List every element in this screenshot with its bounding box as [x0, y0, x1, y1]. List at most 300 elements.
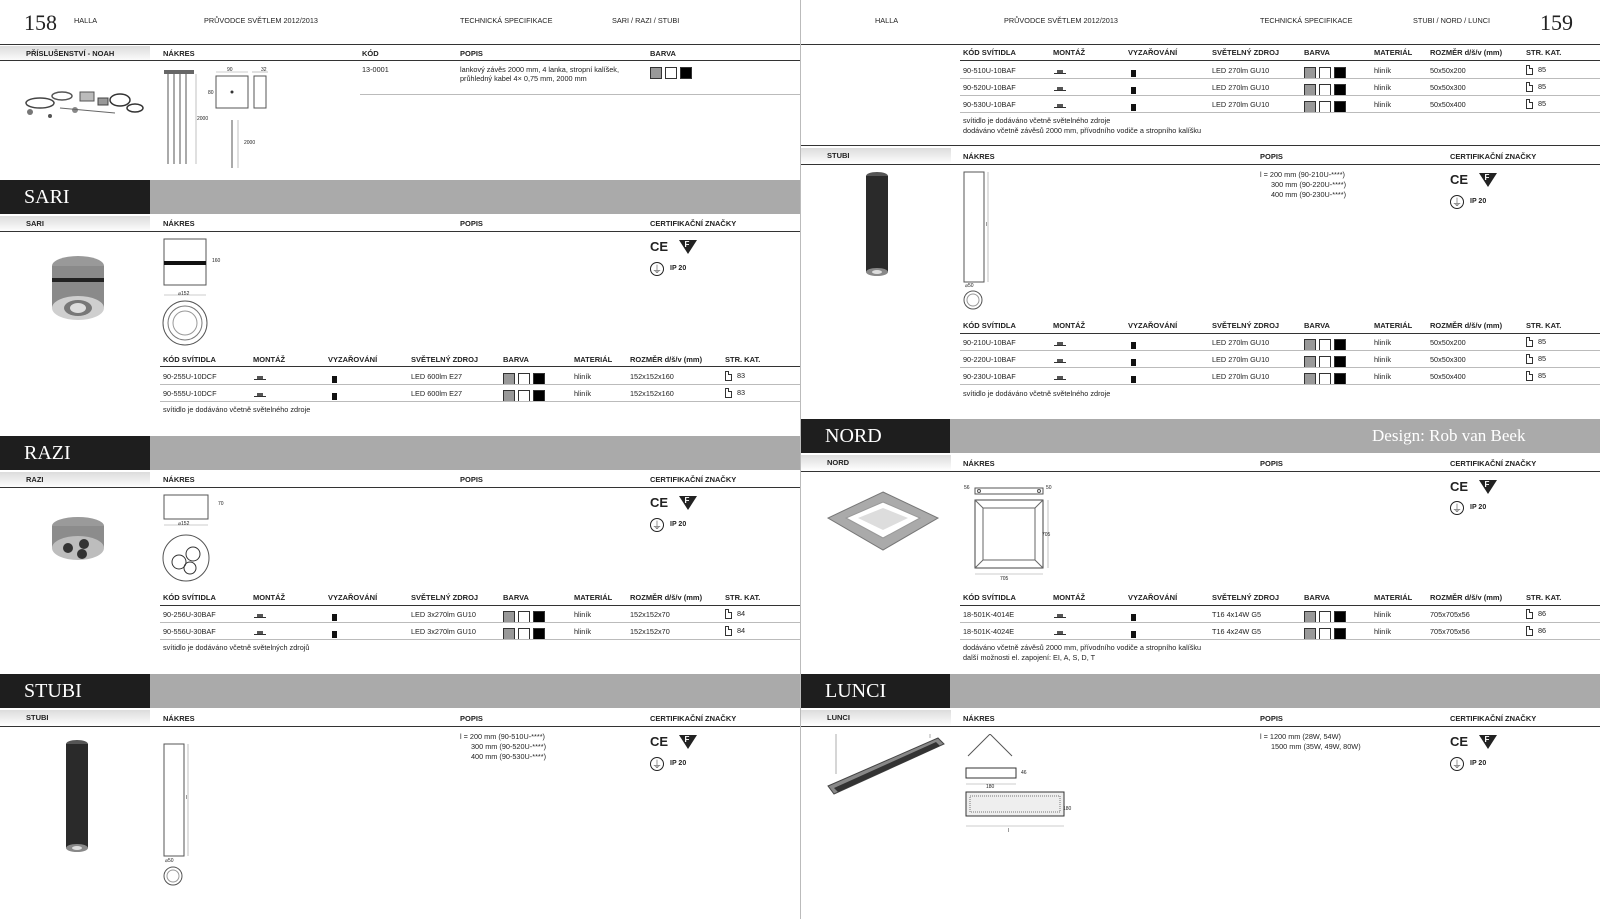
accessory-col-barva: BARVA: [650, 49, 676, 58]
row-size: 705x705x56: [1430, 610, 1470, 619]
nord-note-1: dodáváno včetně závěsů 2000 mm, přívodního vodiče a stropního kalíšku: [963, 643, 1202, 652]
razi-product-image: [44, 516, 114, 576]
nord-th-beam: VYZAŘOVÁNÍ: [1128, 593, 1178, 602]
row-size: 50x50x200: [1430, 338, 1466, 347]
sari-ip-rating: ⏚IP 20: [650, 260, 686, 278]
sari-note: svítidlo je dodáváno včetně světelného zdroje: [163, 405, 311, 414]
stubi-cont-rule: [960, 60, 1600, 61]
row-source: LED 3x270lm GU10: [411, 627, 476, 636]
stubi-band-title: STUBI: [0, 674, 150, 708]
row-material: hliník: [574, 610, 592, 619]
accessory-col-popis: POPIS: [460, 49, 483, 58]
row-page: 83: [725, 371, 745, 381]
sari-th-size: ROZMĚR d/š/v (mm): [630, 355, 703, 364]
razi-dim-h: 70: [218, 501, 224, 507]
stubi2-th-code: KÓD SVÍTIDLA: [963, 321, 1016, 330]
stubi-band: [150, 674, 800, 708]
row-material: hliník: [1374, 355, 1392, 364]
stubi2-sub-title: STUBI: [801, 148, 951, 164]
row-material: hliník: [1374, 338, 1392, 347]
row-page: 84: [725, 626, 745, 636]
razi-col-cert: CERTIFIKAČNÍ ZNAČKY: [650, 475, 737, 484]
accessory-desc-1: lankový závěs 2000 mm, 4 lanka, stropní kalíšek,: [460, 65, 619, 74]
sari-th-source: SVĚTELNÝ ZDROJ: [411, 355, 479, 364]
f-mark-icon: F: [1479, 735, 1497, 749]
earth-icon: [650, 757, 664, 771]
row-divider: [160, 384, 800, 385]
nord-col-cert: CERTIFIKAČNÍ ZNAČKY: [1450, 459, 1537, 468]
header-guide-right: PRŮVODCE SVĚTLEM 2012/2013: [1004, 16, 1118, 25]
right-page-number: 159: [1540, 10, 1573, 35]
header-guide: PRŮVODCE SVĚTLEM 2012/2013: [204, 16, 318, 25]
nord-dim-50: 50: [1046, 485, 1052, 491]
stubi2-top-rule: [801, 145, 1600, 146]
lunci-popis-1: l = 1200 mm (28W, 54W): [1260, 732, 1341, 741]
stubi-cert-marks: [650, 733, 697, 751]
nord-dim-56: 56: [964, 485, 970, 491]
pendant-mount-icon: [1054, 99, 1066, 117]
stubi2-product-image: [862, 170, 892, 282]
row-divider: [160, 401, 800, 402]
sari-drawing: [160, 236, 230, 346]
ce-mark-icon: CE: [1450, 172, 1469, 187]
nord-sub-title: NORD: [801, 455, 951, 471]
stubi-product-image: [62, 738, 92, 858]
document-icon: [725, 388, 732, 398]
row-material: hliník: [1374, 627, 1392, 636]
sari-th-beam: VYZAŘOVÁNÍ: [328, 355, 378, 364]
sari-th-color: BARVA: [503, 355, 529, 364]
beam-icon: [1131, 337, 1136, 355]
sari-col-cert: CERTIFIKAČNÍ ZNAČKY: [650, 219, 737, 228]
stubi-popis-2: 300 mm (90-520U-****): [471, 742, 547, 751]
row-code: 90-230U-10BAF: [963, 372, 1016, 381]
lunci-col-nakres: NÁKRES: [963, 714, 995, 723]
row-page: 85: [1526, 371, 1546, 381]
document-icon: [1526, 82, 1533, 92]
nord-header-rule: [801, 471, 1600, 472]
row-colors: [1304, 625, 1349, 643]
sari-cert-marks: [650, 238, 697, 256]
sari-dim-d: ⌀152: [178, 291, 190, 297]
row-material: hliník: [574, 372, 592, 381]
nord-th-code: KÓD SVÍTIDLA: [963, 593, 1016, 602]
row-page: 83: [725, 388, 745, 398]
razi-dim-d: ⌀152: [178, 521, 190, 527]
row-divider: [960, 367, 1600, 368]
row-size: 152x152x70: [630, 610, 670, 619]
stubi-popis-1: l = 200 mm (90-510U-****): [460, 732, 545, 741]
stubi2-popis-1: l = 200 mm (90-210U-****): [1260, 170, 1345, 179]
pendant-mount-icon: [1054, 82, 1066, 100]
row-source: LED 3x270lm GU10: [411, 610, 476, 619]
header-rule-right: [801, 44, 1600, 45]
row-colors: [1304, 336, 1349, 354]
stubi2-drawing: [960, 170, 1000, 312]
f-mark-icon: F: [679, 496, 697, 510]
header-tech-spec-right: TECHNICKÁ SPECIFIKACE: [1260, 16, 1353, 25]
document-icon: [725, 609, 732, 619]
row-code: 90-556U-30BAF: [163, 627, 216, 636]
razi-th-beam: VYZAŘOVÁNÍ: [328, 593, 378, 602]
swatch-black: [680, 67, 692, 79]
header-rule: [0, 44, 800, 45]
accessory-dim-90: 90: [227, 67, 233, 73]
stubi2-cert-marks: [1450, 171, 1497, 189]
sari-th-mount: MONTÁŽ: [253, 355, 286, 364]
stubi-popis-3: 400 mm (90-530U-****): [471, 752, 547, 761]
document-icon: [1526, 99, 1533, 109]
row-code: 90-210U-10BAF: [963, 338, 1016, 347]
nord-ip-rating: ⏚IP 20: [1450, 499, 1486, 517]
razi-header-rule: [0, 487, 800, 488]
document-icon: [725, 626, 732, 636]
pendant-mount-icon: [254, 388, 266, 406]
lunci-dim-46: 46: [1021, 770, 1027, 776]
row-size: 152x152x70: [630, 627, 670, 636]
sari-band-title: SARI: [0, 180, 150, 214]
stubi2-th-source: SVĚTELNÝ ZDROJ: [1212, 321, 1280, 330]
nord-cert-marks: [1450, 478, 1497, 496]
stubi-cont-th-beam: VYZAŘOVÁNÍ: [1128, 48, 1178, 57]
ceiling-mount-icon: [1054, 354, 1066, 372]
lunci-cert-marks: [1450, 733, 1497, 751]
row-divider: [960, 622, 1600, 623]
stubi-cont-th-size: ROZMĚR d/š/v (mm): [1430, 48, 1503, 57]
row-page: 84: [725, 609, 745, 619]
nord-th-size: ROZMĚR d/š/v (mm): [1430, 593, 1503, 602]
stubi2-col-cert: CERTIFIKAČNÍ ZNAČKY: [1450, 152, 1537, 161]
nord-th-mount: MONTÁŽ: [1053, 593, 1086, 602]
stubi-cont-th-code: KÓD SVÍTIDLA: [963, 48, 1016, 57]
razi-sub-title: RAZI: [0, 472, 150, 488]
nord-note-2: další možnosti el. zapojení: EI, A, S, D, T: [963, 653, 1096, 662]
lunci-band: [950, 674, 1600, 708]
accessory-row-rule: [360, 94, 800, 95]
sari-th-page: STR. KAT.: [725, 355, 761, 364]
stubi2-dim-l: l: [986, 222, 988, 228]
accessory-dim-2000a: 2000: [197, 116, 209, 122]
row-size: 50x50x300: [1430, 355, 1466, 364]
pendant-mount-icon: [1054, 609, 1066, 627]
razi-band: [150, 436, 800, 470]
row-colors: [503, 387, 548, 405]
nord-design-credit: Design: Rob van Beek: [1372, 426, 1526, 445]
razi-th-source: SVĚTELNÝ ZDROJ: [411, 593, 479, 602]
lunci-col-popis: POPIS: [1260, 714, 1283, 723]
row-source: T16 4x14W G5: [1212, 610, 1262, 619]
row-material: hliník: [574, 389, 592, 398]
pendant-mount-icon: [254, 626, 266, 644]
stubi-col-cert: CERTIFIKAČNÍ ZNAČKY: [650, 714, 737, 723]
sari-th-code: KÓD SVÍTIDLA: [163, 355, 216, 364]
row-colors: [503, 370, 548, 388]
sari-col-popis: POPIS: [460, 219, 483, 228]
document-icon: [1526, 337, 1533, 347]
row-source: LED 270lm GU10: [1212, 338, 1270, 347]
swatch-white: [665, 67, 677, 79]
header-brand: HALLA: [74, 16, 98, 25]
lunci-dim-180a: 180: [986, 784, 995, 790]
stubi2-dim-d: ⌀50: [965, 283, 974, 289]
ce-mark-icon: CE: [1450, 734, 1469, 749]
row-page: 85: [1526, 99, 1546, 109]
row-code: 18-501K-4014E: [963, 610, 1015, 619]
razi-cert-marks: [650, 494, 697, 512]
stubi-drawing: [160, 742, 200, 888]
razi-ip-rating: ⏚IP 20: [650, 516, 686, 534]
beam-icon: [1131, 609, 1136, 627]
razi-th-mount: MONTÁŽ: [253, 593, 286, 602]
row-code: 90-510U-10BAF: [963, 66, 1016, 75]
ce-mark-icon: CE: [650, 495, 669, 510]
sari-sub-title: SARI: [0, 216, 150, 232]
pendant-mount-icon: [1054, 65, 1066, 83]
header-tech-spec: TECHNICKÁ SPECIFIKACE: [460, 16, 553, 25]
razi-col-popis: POPIS: [460, 475, 483, 484]
lunci-header-rule: [801, 726, 1600, 727]
row-page: 86: [1526, 626, 1546, 636]
sari-col-nakres: NÁKRES: [163, 219, 195, 228]
razi-band-title: RAZI: [0, 436, 150, 470]
stubi-cont-th-color: BARVA: [1304, 48, 1330, 57]
stubi-col-popis: POPIS: [460, 714, 483, 723]
sari-product-image: [40, 252, 116, 332]
earth-icon: [650, 518, 664, 532]
stubi-ip-rating: ⏚IP 20: [650, 755, 686, 773]
row-colors: [1304, 370, 1349, 388]
row-colors: [503, 625, 548, 643]
row-page: 86: [1526, 609, 1546, 619]
stubi-cont-th-page: STR. KAT.: [1526, 48, 1562, 57]
row-source: LED 270lm GU10: [1212, 100, 1270, 109]
row-source: LED 270lm GU10: [1212, 66, 1270, 75]
header-products: SARI / RAZI / STUBI: [612, 16, 680, 25]
lunci-dim-l: l: [1008, 828, 1010, 834]
stubi2-col-popis: POPIS: [1260, 152, 1283, 161]
ce-mark-icon: CE: [650, 734, 669, 749]
stubi-col-nakres: NÁKRES: [163, 714, 195, 723]
sari-header-rule: [0, 231, 800, 232]
razi-col-nakres: NÁKRES: [163, 475, 195, 484]
beam-icon: [1131, 65, 1136, 83]
row-divider: [160, 639, 800, 640]
razi-th-material: MATERIÁL: [574, 593, 613, 602]
accessory-title: PŘÍSLUŠENSTVÍ - NOAH: [0, 46, 150, 62]
stubi2-th-size: ROZMĚR d/š/v (mm): [1430, 321, 1503, 330]
row-size: 50x50x200: [1430, 66, 1466, 75]
accessory-header-rule: [0, 60, 800, 61]
row-colors: [1304, 353, 1349, 371]
stubi2-popis-3: 400 mm (90-230U-****): [1271, 190, 1347, 199]
stubi2-note: svítidlo je dodáváno včetně světelného zdroje: [963, 389, 1111, 398]
row-divider: [160, 622, 800, 623]
lunci-band-title: LUNCI: [801, 674, 950, 708]
sari-th-material: MATERIÁL: [574, 355, 613, 364]
ceiling-mount-icon: [1054, 337, 1066, 355]
ce-mark-icon: CE: [1450, 479, 1469, 494]
swatch-grey: [650, 67, 662, 79]
sari-dim-h: 160: [212, 258, 221, 264]
stubi-cont-th-mount: MONTÁŽ: [1053, 48, 1086, 57]
row-divider: [960, 350, 1600, 351]
document-icon: [1526, 65, 1533, 75]
ceiling-mount-icon: [1054, 371, 1066, 389]
row-material: hliník: [1374, 100, 1392, 109]
f-mark-icon: F: [1479, 173, 1497, 187]
earth-icon: [650, 262, 664, 276]
accessory-dim-32: 32: [261, 67, 267, 73]
nord-col-popis: POPIS: [1260, 459, 1283, 468]
earth-icon: [1450, 757, 1464, 771]
row-colors: [1304, 98, 1349, 116]
nord-dim-705b: 705: [1000, 576, 1009, 582]
nord-th-page: STR. KAT.: [1526, 593, 1562, 602]
row-divider: [960, 95, 1600, 96]
ce-mark-icon: CE: [650, 239, 669, 254]
stubi-cont-note-2: dodáváno včetně závěsů 2000 mm, přívodního vodiče a stropního kalíšku: [963, 126, 1202, 135]
razi-th-size: ROZMĚR d/š/v (mm): [630, 593, 703, 602]
f-mark-icon: F: [679, 240, 697, 254]
row-code: 90-255U-10DCF: [163, 372, 217, 381]
stubi-sub-title: STUBI: [0, 710, 150, 726]
razi-th-code: KÓD SVÍTIDLA: [163, 593, 216, 602]
document-icon: [725, 371, 732, 381]
row-size: 50x50x400: [1430, 100, 1466, 109]
stubi2-ip-rating: ⏚IP 20: [1450, 193, 1486, 211]
row-colors: [1304, 608, 1349, 626]
ceiling-mount-icon: [254, 609, 266, 627]
row-code: 90-256U-30BAF: [163, 610, 216, 619]
accessory-color-swatches: [650, 64, 695, 82]
stubi-cont-note-1: svítidlo je dodáváno včetně světelného zdroje: [963, 116, 1111, 125]
row-code: 18-501K-4024E: [963, 627, 1015, 636]
row-source: LED 270lm GU10: [1212, 355, 1270, 364]
row-code: 90-555U-10DCF: [163, 389, 217, 398]
document-icon: [1526, 609, 1533, 619]
left-page-number: 158: [24, 10, 57, 35]
row-page: 85: [1526, 65, 1546, 75]
stubi2-popis-2: 300 mm (90-220U-****): [1271, 180, 1347, 189]
row-material: hliník: [1374, 372, 1392, 381]
lunci-dim-180b: 180: [1063, 806, 1072, 812]
header-products-right: STUBI / NORD / LUNCI: [1413, 16, 1491, 25]
lunci-popis-2: 1500 mm (35W, 49W, 80W): [1271, 742, 1361, 751]
row-source: T16 4x24W G5: [1212, 627, 1262, 636]
stubi2-th-page: STR. KAT.: [1526, 321, 1562, 330]
stubi-header-rule: [0, 726, 800, 727]
stubi2-header-rule: [801, 164, 1600, 165]
row-size: 705x705x56: [1430, 627, 1470, 636]
pendant-mount-icon: [1054, 626, 1066, 644]
f-mark-icon: F: [679, 735, 697, 749]
nord-product-image: [826, 488, 940, 558]
earth-icon: [1450, 501, 1464, 515]
razi-drawing: [160, 492, 220, 586]
row-colors: [503, 608, 548, 626]
row-divider: [960, 384, 1600, 385]
razi-th-color: BARVA: [503, 593, 529, 602]
accessory-kit-image: [20, 78, 150, 128]
beam-icon: [332, 609, 337, 627]
lunci-col-cert: CERTIFIKAČNÍ ZNAČKY: [1450, 714, 1537, 723]
row-colors: [1304, 64, 1349, 82]
lunci-sub-title: LUNCI: [801, 710, 951, 726]
row-code: 90-530U-10BAF: [963, 100, 1016, 109]
accessory-dim-2000b: 2000: [244, 140, 256, 146]
sari-band: [150, 180, 800, 214]
document-icon: [1526, 354, 1533, 364]
ceiling-mount-icon: [254, 371, 266, 389]
beam-icon: [332, 388, 337, 406]
razi-table-rule: [160, 605, 800, 606]
header-brand-right: HALLA: [875, 16, 899, 25]
accessory-code: 13-0001: [362, 65, 389, 74]
row-page: 85: [1526, 82, 1546, 92]
nord-th-source: SVĚTELNÝ ZDROJ: [1212, 593, 1280, 602]
stubi-cont-th-material: MATERIÁL: [1374, 48, 1413, 57]
row-material: hliník: [574, 627, 592, 636]
lunci-drawing: [960, 734, 1080, 838]
nord-th-material: MATERIÁL: [1374, 593, 1413, 602]
row-source: LED 600lm E27: [411, 389, 463, 398]
stubi2-th-beam: VYZAŘOVÁNÍ: [1128, 321, 1178, 330]
accessory-col-nakres: NÁKRES: [163, 49, 195, 58]
row-size: 152x152x160: [630, 389, 674, 398]
razi-note: svítidlo je dodáváno včetně světelných zdrojů: [163, 643, 310, 652]
document-icon: [1526, 371, 1533, 381]
f-mark-icon: F: [1479, 480, 1497, 494]
beam-icon: [1131, 371, 1136, 389]
row-page: 85: [1526, 337, 1546, 347]
nord-th-color: BARVA: [1304, 593, 1330, 602]
beam-icon: [1131, 82, 1136, 100]
row-source: LED 600lm E27: [411, 372, 463, 381]
row-code: 90-520U-10BAF: [963, 83, 1016, 92]
row-size: 50x50x300: [1430, 83, 1466, 92]
stubi2-th-mount: MONTÁŽ: [1053, 321, 1086, 330]
stubi2-th-material: MATERIÁL: [1374, 321, 1413, 330]
nord-col-nakres: NÁKRES: [963, 459, 995, 468]
row-divider: [960, 112, 1600, 113]
accessory-col-kod: KÓD: [362, 49, 379, 58]
row-code: 90-220U-10BAF: [963, 355, 1016, 364]
stubi2-col-nakres: NÁKRES: [963, 152, 995, 161]
beam-icon: [332, 626, 337, 644]
row-source: LED 270lm GU10: [1212, 372, 1270, 381]
nord-band-title: NORD: [801, 419, 950, 453]
stubi-dim-d: ⌀50: [165, 858, 174, 864]
accessory-dim-80: 80: [208, 90, 214, 96]
accessory-drawing: [160, 66, 280, 170]
row-source: LED 270lm GU10: [1212, 83, 1270, 92]
stubi-dim-l: l: [186, 795, 188, 801]
beam-icon: [1131, 99, 1136, 117]
beam-icon: [332, 371, 337, 389]
sari-table-rule: [160, 366, 800, 367]
earth-icon: [1450, 195, 1464, 209]
row-size: 50x50x400: [1430, 372, 1466, 381]
stubi-cont-th-source: SVĚTELNÝ ZDROJ: [1212, 48, 1280, 57]
beam-icon: [1131, 354, 1136, 372]
row-page: 85: [1526, 354, 1546, 364]
stubi2-th-color: BARVA: [1304, 321, 1330, 330]
row-divider: [960, 78, 1600, 79]
row-size: 152x152x160: [630, 372, 674, 381]
lunci-ip-rating: ⏚IP 20: [1450, 755, 1486, 773]
stubi2-table-rule: [960, 333, 1600, 334]
row-divider: [960, 639, 1600, 640]
